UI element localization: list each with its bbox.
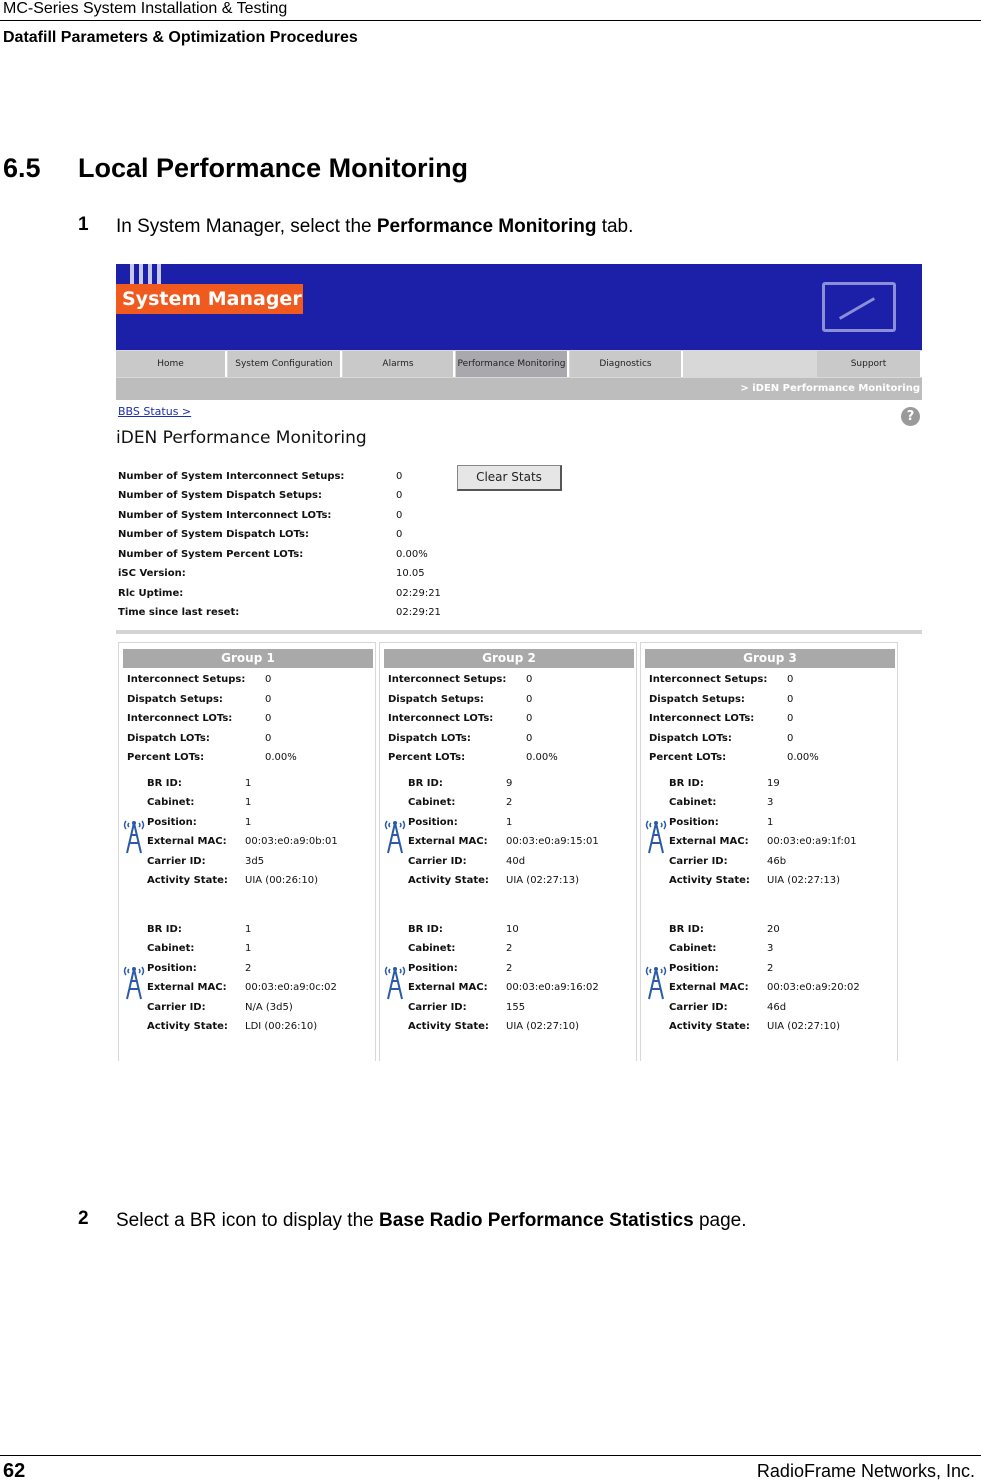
br-field-label: BR ID: bbox=[669, 778, 704, 789]
br-field-label: Carrier ID: bbox=[669, 856, 728, 867]
group-stat-value: 0 bbox=[787, 713, 794, 724]
br-field-label: External MAC: bbox=[147, 982, 227, 993]
app-logo: System Manager bbox=[116, 284, 303, 314]
system-manager-screenshot bbox=[116, 264, 922, 1061]
br-field-value: 3 bbox=[767, 943, 774, 954]
br-entry bbox=[380, 775, 636, 900]
app-banner bbox=[116, 264, 922, 350]
stat-value: 0.00% bbox=[396, 549, 428, 560]
group-stat-label: Dispatch Setups: bbox=[388, 694, 484, 705]
br-field-value: 00:03:e0:a9:0b:01 bbox=[245, 836, 338, 847]
br-field-label: Cabinet: bbox=[669, 797, 717, 808]
stat-value: 02:29:21 bbox=[396, 588, 441, 599]
group-stat-label: Percent LOTs: bbox=[127, 752, 205, 763]
footer-divider bbox=[0, 1455, 981, 1456]
system-manager-icon bbox=[822, 282, 896, 332]
group-stat-label: Interconnect LOTs: bbox=[127, 713, 233, 724]
tab-system-configuration[interactable]: System Configuration bbox=[228, 351, 342, 377]
br-field-value: 46b bbox=[767, 856, 787, 867]
group-stat-label: Dispatch Setups: bbox=[649, 694, 745, 705]
group-stat-label: Interconnect LOTs: bbox=[649, 713, 755, 724]
br-field-label: Activity State: bbox=[669, 1021, 750, 1032]
group-stat-label: Percent LOTs: bbox=[388, 752, 466, 763]
br-field-value: 2 bbox=[245, 963, 252, 974]
tab-support[interactable]: Support bbox=[817, 351, 922, 377]
document-header-title: MC-Series System Installation & Testing bbox=[3, 0, 288, 17]
group-stat-value: 0 bbox=[787, 674, 794, 685]
br-field-label: BR ID: bbox=[408, 924, 443, 935]
br-field-value: 1 bbox=[767, 817, 774, 828]
group-stat-value: 0.00% bbox=[787, 752, 819, 763]
br-field-label: Cabinet: bbox=[408, 943, 456, 954]
br-tower-icon[interactable] bbox=[645, 817, 667, 855]
br-field-value: 19 bbox=[767, 778, 780, 789]
br-field-value: 00:03:e0:a9:20:02 bbox=[767, 982, 860, 993]
br-field-label: Cabinet: bbox=[147, 943, 195, 954]
br-field-label: Cabinet: bbox=[147, 797, 195, 808]
stat-label: Number of System Interconnect Setups: bbox=[118, 471, 345, 482]
bbs-status-link[interactable]: BBS Status > bbox=[118, 405, 192, 418]
group-stat-label: Percent LOTs: bbox=[649, 752, 727, 763]
br-field-label: Position: bbox=[669, 817, 719, 828]
br-tower-icon[interactable] bbox=[384, 817, 406, 855]
group-stat-label: Dispatch LOTs: bbox=[388, 733, 471, 744]
br-field-label: Activity State: bbox=[408, 875, 489, 886]
tab-home[interactable]: Home bbox=[116, 351, 227, 377]
stat-label: Number of System Percent LOTs: bbox=[118, 549, 304, 560]
step-number: 2 bbox=[78, 1208, 89, 1229]
br-field-value: 155 bbox=[506, 1002, 526, 1013]
group-stat-value: 0 bbox=[265, 713, 272, 724]
br-field-value: 00:03:e0:a9:15:01 bbox=[506, 836, 599, 847]
br-field-value: 1 bbox=[506, 817, 513, 828]
tab-alarms[interactable]: Alarms bbox=[343, 351, 455, 377]
br-field-value: 00:03:e0:a9:0c:02 bbox=[245, 982, 337, 993]
step-text: Select a BR icon to display the Base Radio Performance Statistics page. bbox=[116, 1210, 747, 1231]
br-field-value: 3 bbox=[767, 797, 774, 808]
br-field-label: Activity State: bbox=[408, 1021, 489, 1032]
section-title: Local Performance Monitoring bbox=[78, 153, 469, 183]
banner-stripes bbox=[130, 264, 160, 286]
br-field-label: BR ID: bbox=[147, 778, 182, 789]
br-field-label: External MAC: bbox=[147, 836, 227, 847]
group-stat-value: 0.00% bbox=[265, 752, 297, 763]
group-stat-value: 0 bbox=[787, 694, 794, 705]
br-field-value: 00:03:e0:a9:16:02 bbox=[506, 982, 599, 993]
stat-label: Rlc Uptime: bbox=[118, 588, 184, 599]
br-field-label: Carrier ID: bbox=[147, 856, 206, 867]
stat-value: 0 bbox=[396, 490, 403, 501]
br-field-label: Carrier ID: bbox=[669, 1002, 728, 1013]
br-field-value: 1 bbox=[245, 817, 252, 828]
br-tower-icon[interactable] bbox=[384, 963, 406, 1001]
br-entry bbox=[119, 775, 375, 900]
group-stat-value: 0.00% bbox=[526, 752, 558, 763]
br-field-label: Position: bbox=[147, 963, 197, 974]
br-field-value: 1 bbox=[245, 778, 252, 789]
group-stat-label: Dispatch Setups: bbox=[127, 694, 223, 705]
br-field-label: Position: bbox=[408, 817, 458, 828]
group-panel bbox=[640, 642, 898, 1061]
stat-label: Number of System Dispatch LOTs: bbox=[118, 529, 309, 540]
br-field-value: N/A (3d5) bbox=[245, 1002, 293, 1013]
br-field-label: Activity State: bbox=[147, 1021, 228, 1032]
br-field-value: UIA (02:27:10) bbox=[506, 1021, 580, 1032]
group-stat-label: Interconnect LOTs: bbox=[388, 713, 494, 724]
br-field-value: 1 bbox=[245, 797, 252, 808]
br-field-label: Position: bbox=[669, 963, 719, 974]
group-stat-label: Dispatch LOTs: bbox=[127, 733, 210, 744]
br-field-value: LDI (00:26:10) bbox=[245, 1021, 318, 1032]
br-tower-icon[interactable] bbox=[123, 963, 145, 1001]
stat-label: Time since last reset: bbox=[118, 607, 240, 618]
br-field-value: 2 bbox=[506, 797, 513, 808]
group-title: Group 1 bbox=[123, 649, 373, 668]
stat-value: 02:29:21 bbox=[396, 607, 441, 618]
stat-label: iSC Version: bbox=[118, 568, 186, 579]
stat-value: 0 bbox=[396, 529, 403, 540]
br-field-label: Carrier ID: bbox=[408, 1002, 467, 1013]
br-field-label: Activity State: bbox=[669, 875, 750, 886]
br-field-label: External MAC: bbox=[408, 982, 488, 993]
header-divider bbox=[0, 20, 981, 21]
br-field-value: 00:03:e0:a9:1f:01 bbox=[767, 836, 857, 847]
br-field-label: External MAC: bbox=[408, 836, 488, 847]
stat-label: Number of System Dispatch Setups: bbox=[118, 490, 322, 501]
br-field-label: Activity State: bbox=[147, 875, 228, 886]
group-panel bbox=[118, 642, 376, 1061]
group-stat-value: 0 bbox=[526, 694, 533, 705]
group-stat-value: 0 bbox=[526, 674, 533, 685]
br-field-value: 2 bbox=[506, 943, 513, 954]
group-stat-value: 0 bbox=[787, 733, 794, 744]
br-field-value: 46d bbox=[767, 1002, 787, 1013]
br-field-label: External MAC: bbox=[669, 836, 749, 847]
help-icon[interactable]: ? bbox=[901, 407, 920, 426]
br-field-label: External MAC: bbox=[669, 982, 749, 993]
nav-tabs bbox=[116, 350, 922, 378]
br-field-value: 1 bbox=[245, 943, 252, 954]
stat-value: 0 bbox=[396, 510, 403, 521]
br-field-value: UIA (02:27:13) bbox=[506, 875, 580, 886]
br-tower-icon[interactable] bbox=[645, 963, 667, 1001]
group-stat-value: 0 bbox=[265, 733, 272, 744]
breadcrumb: > iDEN Performance Monitoring bbox=[740, 383, 920, 394]
br-entry bbox=[641, 775, 897, 900]
br-field-value: 40d bbox=[506, 856, 526, 867]
group-stat-value: 0 bbox=[526, 713, 533, 724]
step-number: 1 bbox=[78, 214, 89, 235]
br-field-value: 10 bbox=[506, 924, 519, 935]
page-title: iDEN Performance Monitoring bbox=[116, 428, 367, 448]
tab-performance-monitoring[interactable]: Performance Monitoring bbox=[456, 351, 569, 377]
breadcrumb-bar bbox=[116, 378, 922, 400]
document-header-subtitle: Datafill Parameters & Optimization Procedures bbox=[3, 29, 358, 46]
page-number: 62 bbox=[3, 1460, 26, 1481]
br-entry bbox=[380, 921, 636, 1046]
stats-divider bbox=[116, 630, 922, 634]
br-field-label: Cabinet: bbox=[669, 943, 717, 954]
group-stat-value: 0 bbox=[526, 733, 533, 744]
br-field-value: 1 bbox=[245, 924, 252, 935]
group-stat-label: Interconnect Setups: bbox=[127, 674, 246, 685]
group-stat-label: Interconnect Setups: bbox=[649, 674, 768, 685]
group-stat-value: 0 bbox=[265, 674, 272, 685]
group-stat-value: 0 bbox=[265, 694, 272, 705]
br-field-label: BR ID: bbox=[147, 924, 182, 935]
company-name: RadioFrame Networks, Inc. bbox=[756, 1461, 975, 1481]
br-field-value: UIA (02:27:13) bbox=[767, 875, 841, 886]
group-title: Group 2 bbox=[384, 649, 634, 668]
br-field-label: BR ID: bbox=[669, 924, 704, 935]
group-title: Group 3 bbox=[645, 649, 895, 668]
group-panel bbox=[379, 642, 637, 1061]
br-field-value: UIA (02:27:10) bbox=[767, 1021, 841, 1032]
br-entry bbox=[119, 921, 375, 1046]
br-tower-icon[interactable] bbox=[123, 817, 145, 855]
br-field-label: Cabinet: bbox=[408, 797, 456, 808]
br-field-label: Carrier ID: bbox=[408, 856, 467, 867]
group-stat-label: Dispatch LOTs: bbox=[649, 733, 732, 744]
stat-label: Number of System Interconnect LOTs: bbox=[118, 510, 332, 521]
tab-diagnostics[interactable]: Diagnostics bbox=[570, 351, 683, 377]
group-stat-label: Interconnect Setups: bbox=[388, 674, 507, 685]
br-field-label: Carrier ID: bbox=[147, 1002, 206, 1013]
br-field-label: Position: bbox=[408, 963, 458, 974]
br-field-value: 3d5 bbox=[245, 856, 265, 867]
br-field-label: BR ID: bbox=[408, 778, 443, 789]
step-text: In System Manager, select the Performance Monitoring tab. bbox=[116, 216, 634, 237]
br-field-label: Position: bbox=[147, 817, 197, 828]
br-entry bbox=[641, 921, 897, 1046]
br-field-value: 2 bbox=[767, 963, 774, 974]
stat-value: 10.05 bbox=[396, 568, 425, 579]
clear-stats-button[interactable]: Clear Stats bbox=[457, 465, 562, 491]
br-field-value: 9 bbox=[506, 778, 513, 789]
section-number: 6.5 bbox=[3, 153, 41, 183]
br-field-value: UIA (00:26:10) bbox=[245, 875, 319, 886]
br-field-value: 20 bbox=[767, 924, 780, 935]
br-field-value: 2 bbox=[506, 963, 513, 974]
stat-value: 0 bbox=[396, 471, 403, 482]
